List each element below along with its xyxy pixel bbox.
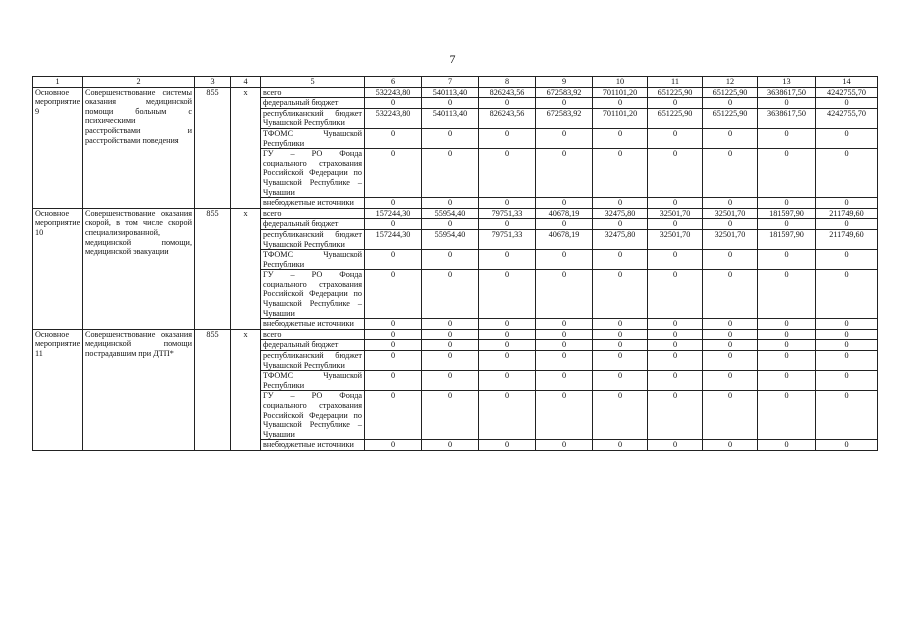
measure-label: Основное мероприятие 9	[33, 87, 83, 208]
value-cell: 0	[648, 149, 703, 198]
table-row	[33, 329, 878, 340]
value-cell: 0	[816, 371, 878, 391]
value-cell: 0	[422, 440, 479, 451]
value-cell: 0	[703, 340, 758, 351]
value-cell: 0	[648, 270, 703, 319]
value-cell: 0	[816, 440, 878, 451]
value-cell: 0	[593, 270, 648, 319]
value-cell: 0	[365, 340, 422, 351]
code-marker: х	[231, 329, 261, 450]
value-cell: 0	[536, 149, 593, 198]
value-cell: 0	[648, 351, 703, 371]
value-cell: 0	[422, 340, 479, 351]
value-cell: 0	[365, 270, 422, 319]
value-cell: 0	[758, 371, 816, 391]
header-cell: 3	[195, 77, 231, 88]
value-cell: 651225,90	[703, 87, 758, 98]
value-cell: 157244,30	[365, 208, 422, 219]
value-cell: 0	[703, 128, 758, 148]
value-cell: 0	[758, 270, 816, 319]
funding-source: ТФОМС Чувашской Республики	[261, 371, 365, 391]
value-cell: 0	[365, 440, 422, 451]
funding-source: республиканский бюджет Чувашской Республики	[261, 351, 365, 371]
header-cell: 9	[536, 77, 593, 88]
value-cell: 0	[758, 391, 816, 440]
value-cell: 0	[365, 219, 422, 230]
value-cell: 0	[593, 371, 648, 391]
value-cell: 0	[422, 149, 479, 198]
value-cell: 55954,40	[422, 229, 479, 249]
header-cell: 1	[33, 77, 83, 88]
header-cell: 12	[703, 77, 758, 88]
value-cell: 0	[479, 219, 536, 230]
value-cell: 32501,70	[648, 208, 703, 219]
value-cell: 0	[593, 219, 648, 230]
value-cell: 651225,90	[703, 108, 758, 128]
value-cell: 0	[758, 98, 816, 109]
value-cell: 0	[422, 319, 479, 330]
value-cell: 0	[365, 319, 422, 330]
value-cell: 32475,80	[593, 229, 648, 249]
value-cell: 0	[365, 351, 422, 371]
value-cell: 0	[536, 219, 593, 230]
header-cell: 8	[479, 77, 536, 88]
value-cell: 0	[703, 371, 758, 391]
header-cell: 11	[648, 77, 703, 88]
value-cell: 0	[479, 440, 536, 451]
value-cell: 0	[703, 351, 758, 371]
value-cell: 0	[536, 270, 593, 319]
value-cell: 0	[816, 340, 878, 351]
value-cell: 157244,30	[365, 229, 422, 249]
value-cell: 651225,90	[648, 108, 703, 128]
value-cell: 0	[593, 149, 648, 198]
value-cell: 701101,20	[593, 87, 648, 98]
value-cell: 0	[648, 440, 703, 451]
funding-source: республиканский бюджет Чувашской Республики	[261, 229, 365, 249]
value-cell: 40678,19	[536, 208, 593, 219]
measure-description: Совершенствование оказания медицинской помощи пострадавшим при ДТП*	[83, 329, 195, 450]
code-marker: х	[231, 87, 261, 208]
code-marker: х	[231, 208, 261, 329]
value-cell: 0	[648, 128, 703, 148]
value-cell: 0	[536, 250, 593, 270]
value-cell: 0	[536, 440, 593, 451]
value-cell: 0	[703, 198, 758, 209]
value-cell: 0	[816, 128, 878, 148]
value-cell: 0	[816, 250, 878, 270]
value-cell: 181597,90	[758, 208, 816, 219]
value-cell: 0	[816, 391, 878, 440]
value-cell: 0	[648, 198, 703, 209]
value-cell: 0	[479, 149, 536, 198]
measure-description: Совершенствование системы оказания медицинской помощи больным с психическими расстройствами и расстройствами поведения	[83, 87, 195, 208]
value-cell: 0	[648, 250, 703, 270]
value-cell: 0	[703, 270, 758, 319]
value-cell: 0	[703, 149, 758, 198]
value-cell: 0	[648, 391, 703, 440]
value-cell: 0	[536, 198, 593, 209]
value-cell: 0	[816, 270, 878, 319]
value-cell: 0	[648, 219, 703, 230]
header-row	[33, 77, 878, 88]
value-cell: 0	[816, 329, 878, 340]
value-cell: 0	[479, 270, 536, 319]
value-cell: 4242755,70	[816, 108, 878, 128]
value-cell: 0	[536, 340, 593, 351]
value-cell: 0	[593, 340, 648, 351]
value-cell: 532243,80	[365, 87, 422, 98]
value-cell: 0	[758, 351, 816, 371]
value-cell: 32501,70	[703, 208, 758, 219]
header-cell: 14	[816, 77, 878, 88]
value-cell: 0	[422, 128, 479, 148]
value-cell: 672583,92	[536, 87, 593, 98]
value-cell: 0	[536, 319, 593, 330]
value-cell: 0	[365, 98, 422, 109]
budget-code: 855	[195, 208, 231, 329]
value-cell: 32475,80	[593, 208, 648, 219]
page-number: 7	[449, 52, 456, 66]
funding-source: республиканский бюджет Чувашской Республики	[261, 108, 365, 128]
value-cell: 0	[816, 98, 878, 109]
value-cell: 0	[593, 319, 648, 330]
value-cell: 79751,33	[479, 208, 536, 219]
funding-source: ГУ – РО Фонда социального страхования Российской Федерации по Чувашской Республике – Чувашии	[261, 391, 365, 440]
funding-source: ТФОМС Чувашской Республики	[261, 128, 365, 148]
value-cell: 0	[648, 340, 703, 351]
header-cell: 4	[231, 77, 261, 88]
value-cell: 0	[593, 128, 648, 148]
value-cell: 0	[593, 329, 648, 340]
value-cell: 0	[648, 329, 703, 340]
header-cell: 13	[758, 77, 816, 88]
value-cell: 0	[479, 391, 536, 440]
value-cell: 0	[703, 329, 758, 340]
value-cell: 0	[422, 198, 479, 209]
header-cell: 2	[83, 77, 195, 88]
value-cell: 0	[758, 319, 816, 330]
value-cell: 32501,70	[703, 229, 758, 249]
value-cell: 0	[365, 391, 422, 440]
value-cell: 0	[479, 371, 536, 391]
value-cell: 0	[816, 219, 878, 230]
value-cell: 0	[703, 319, 758, 330]
value-cell: 0	[816, 351, 878, 371]
value-cell: 211749,60	[816, 229, 878, 249]
funding-source: всего	[261, 329, 365, 340]
funding-table	[32, 76, 878, 451]
budget-code: 855	[195, 87, 231, 208]
header-cell: 7	[422, 77, 479, 88]
value-cell: 0	[365, 250, 422, 270]
value-cell: 0	[422, 329, 479, 340]
funding-source: федеральный бюджет	[261, 98, 365, 109]
value-cell: 0	[365, 371, 422, 391]
value-cell: 0	[479, 340, 536, 351]
header-cell: 5	[261, 77, 365, 88]
funding-source: внебюджетные источники	[261, 198, 365, 209]
value-cell: 79751,33	[479, 229, 536, 249]
value-cell: 651225,90	[648, 87, 703, 98]
value-cell: 0	[365, 128, 422, 148]
value-cell: 0	[703, 98, 758, 109]
value-cell: 0	[593, 198, 648, 209]
value-cell: 826243,56	[479, 108, 536, 128]
value-cell: 0	[365, 149, 422, 198]
funding-source: ТФОМС Чувашской Республики	[261, 250, 365, 270]
value-cell: 0	[479, 351, 536, 371]
value-cell: 0	[593, 440, 648, 451]
header-cell: 10	[593, 77, 648, 88]
value-cell: 0	[703, 250, 758, 270]
value-cell: 0	[648, 371, 703, 391]
value-cell: 0	[536, 128, 593, 148]
value-cell: 4242755,70	[816, 87, 878, 98]
value-cell: 0	[422, 250, 479, 270]
value-cell: 0	[703, 219, 758, 230]
value-cell: 0	[758, 219, 816, 230]
value-cell: 0	[536, 351, 593, 371]
measure-description: Совершенствование оказания скорой, в том числе скорой специализированной, медицинской помощи, медицинской эвакуации	[83, 208, 195, 329]
value-cell: 3638617,50	[758, 87, 816, 98]
funding-source: федеральный бюджет	[261, 340, 365, 351]
value-cell: 0	[479, 128, 536, 148]
funding-source: ГУ – РО Фонда социального страхования Российской Федерации по Чувашской Республике – Чувашии	[261, 270, 365, 319]
value-cell: 0	[593, 250, 648, 270]
value-cell: 0	[479, 250, 536, 270]
value-cell: 32501,70	[648, 229, 703, 249]
value-cell: 0	[758, 149, 816, 198]
table-row	[33, 208, 878, 219]
value-cell: 0	[422, 270, 479, 319]
value-cell: 0	[758, 340, 816, 351]
funding-source: всего	[261, 87, 365, 98]
value-cell: 0	[479, 198, 536, 209]
value-cell: 0	[593, 98, 648, 109]
measure-label: Основное мероприятие 11	[33, 329, 83, 450]
value-cell: 0	[422, 371, 479, 391]
value-cell: 0	[758, 440, 816, 451]
funding-source: федеральный бюджет	[261, 219, 365, 230]
value-cell: 0	[536, 371, 593, 391]
measure-label: Основное мероприятие 10	[33, 208, 83, 329]
value-cell: 181597,90	[758, 229, 816, 249]
value-cell: 540113,40	[422, 108, 479, 128]
value-cell: 0	[422, 391, 479, 440]
value-cell: 0	[422, 351, 479, 371]
funding-source: ГУ – РО Фонда социального страхования Российской Федерации по Чувашской Республике – Чувашии	[261, 149, 365, 198]
value-cell: 701101,20	[593, 108, 648, 128]
value-cell: 0	[758, 250, 816, 270]
value-cell: 0	[536, 391, 593, 440]
value-cell: 540113,40	[422, 87, 479, 98]
header-cell: 6	[365, 77, 422, 88]
value-cell: 532243,80	[365, 108, 422, 128]
value-cell: 672583,92	[536, 108, 593, 128]
value-cell: 0	[816, 149, 878, 198]
value-cell: 0	[758, 128, 816, 148]
value-cell: 40678,19	[536, 229, 593, 249]
value-cell: 55954,40	[422, 208, 479, 219]
value-cell: 0	[758, 198, 816, 209]
value-cell: 0	[758, 329, 816, 340]
value-cell: 0	[593, 351, 648, 371]
value-cell: 0	[479, 329, 536, 340]
funding-source: внебюджетные источники	[261, 319, 365, 330]
value-cell: 0	[365, 198, 422, 209]
value-cell: 0	[422, 219, 479, 230]
value-cell: 0	[536, 98, 593, 109]
value-cell: 0	[703, 391, 758, 440]
value-cell: 3638617,50	[758, 108, 816, 128]
value-cell: 0	[703, 440, 758, 451]
value-cell: 0	[536, 329, 593, 340]
value-cell: 0	[648, 98, 703, 109]
value-cell: 0	[816, 319, 878, 330]
value-cell: 0	[816, 198, 878, 209]
funding-source: всего	[261, 208, 365, 219]
budget-code: 855	[195, 329, 231, 450]
value-cell: 211749,60	[816, 208, 878, 219]
value-cell: 0	[593, 391, 648, 440]
value-cell: 0	[365, 329, 422, 340]
value-cell: 0	[479, 98, 536, 109]
value-cell: 0	[479, 319, 536, 330]
value-cell: 0	[648, 319, 703, 330]
value-cell: 826243,56	[479, 87, 536, 98]
funding-source: внебюджетные источники	[261, 440, 365, 451]
table-row	[33, 87, 878, 98]
value-cell: 0	[422, 98, 479, 109]
